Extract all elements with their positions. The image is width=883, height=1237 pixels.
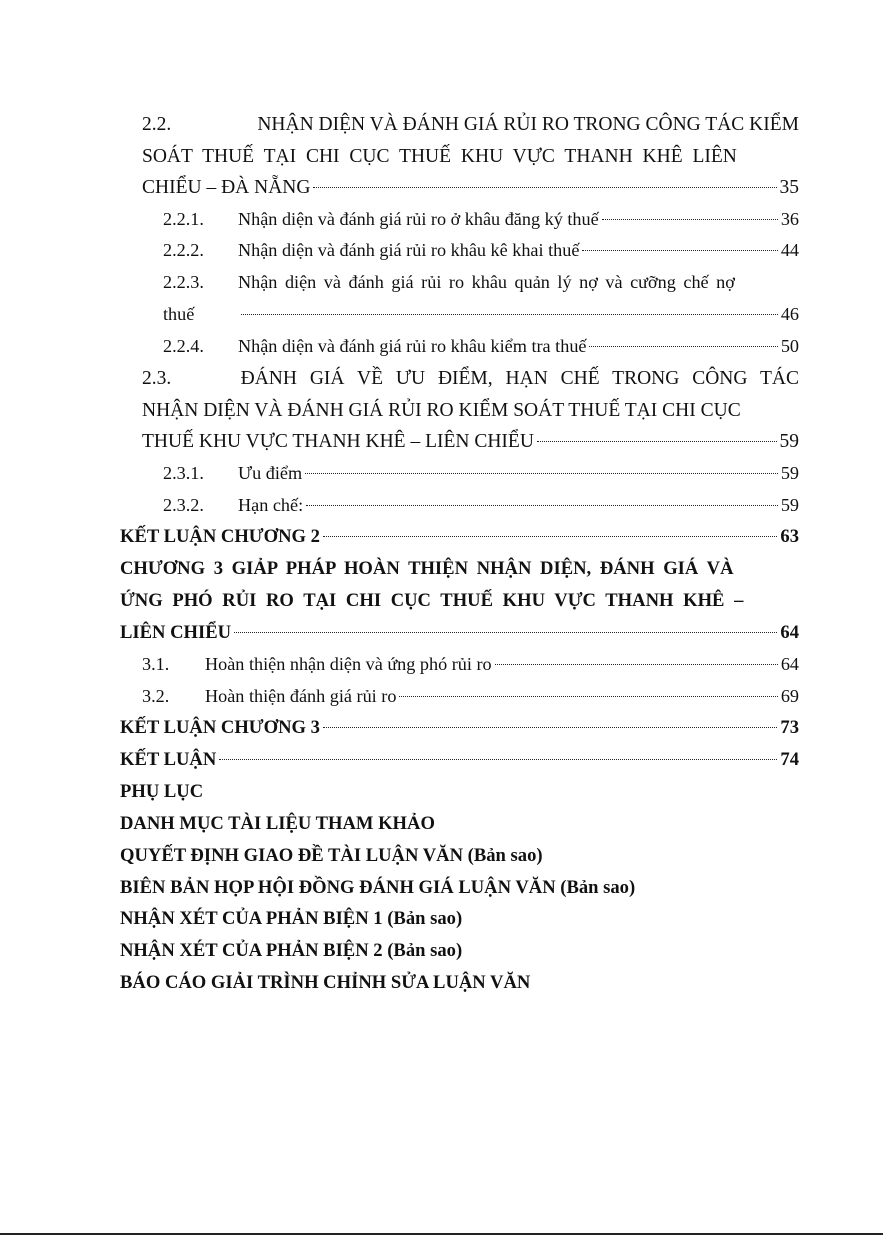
toc-entry-2-3-2[interactable] — [163, 490, 799, 522]
dot-leader — [219, 759, 777, 760]
toc-title: BÁO CÁO GIẢI TRÌNH CHỈNH SỬA LUẬN VĂN — [120, 972, 531, 993]
toc-entry-chapter-3-cont[interactable] — [120, 585, 799, 617]
toc-entry-chapter-3-end[interactable] — [120, 617, 799, 649]
toc-entry-2-3-end[interactable] — [142, 426, 799, 458]
toc-page-number: 64 — [780, 654, 799, 674]
toc-page-number: 74 — [780, 749, 799, 770]
dot-leader — [399, 696, 777, 697]
toc-page-number: 64 — [780, 622, 799, 643]
dot-leader — [602, 219, 778, 220]
toc-entry-2-2[interactable] — [142, 109, 799, 141]
toc-entry-2-3-cont[interactable] — [142, 395, 799, 427]
toc-title: Nhận diện và đánh giá rủi ro ở khâu đăng ký thuế — [238, 209, 599, 229]
toc-entry-council-minutes[interactable] — [120, 872, 799, 904]
toc-entry-conclusion[interactable] — [120, 744, 799, 776]
toc-page-number: 59 — [779, 431, 799, 452]
toc-page-number: 59 — [780, 495, 799, 515]
toc-entry-2-2-3-end[interactable] — [163, 299, 799, 331]
toc-entry-reviewer-1[interactable] — [120, 903, 799, 935]
toc-entry-2-2-3[interactable] — [163, 267, 799, 299]
toc-page-number: 44 — [780, 240, 799, 260]
toc-page-number: 69 — [780, 686, 799, 706]
toc-entry-conclusion-ch2[interactable] — [120, 521, 799, 553]
toc-number: 2.2.4. — [163, 336, 204, 356]
dot-leader — [305, 473, 778, 474]
toc-page-number: 73 — [780, 717, 799, 738]
toc-entry-2-2-2[interactable] — [163, 235, 799, 267]
toc-title-line: thuế — [163, 304, 195, 324]
toc-title: Hoàn thiện đánh giá rủi ro — [205, 686, 397, 706]
dot-leader — [234, 632, 777, 633]
toc-entry-thesis-decision[interactable] — [120, 840, 799, 872]
dot-leader — [495, 664, 778, 665]
toc-entry-references[interactable] — [120, 808, 799, 840]
toc-title-line: LIÊN CHIỂU — [120, 622, 232, 643]
dot-leader — [323, 727, 778, 728]
toc-number: 2.2.2. — [163, 240, 204, 260]
toc-page-number: 35 — [779, 177, 799, 198]
toc-title: QUYẾT ĐỊNH GIAO ĐỀ TÀI LUẬN VĂN (Bản sao) — [120, 845, 543, 866]
toc-entry-reviewer-2[interactable] — [120, 935, 799, 967]
toc-title: KẾT LUẬN CHƯƠNG 2 — [120, 526, 320, 547]
dot-leader — [323, 536, 778, 537]
dot-leader — [241, 314, 778, 315]
toc-title-line: NHẬN DIỆN VÀ ĐÁNH GIÁ RỦI RO KIỂM SOÁT THUẾ TẠI CHI CỤC — [142, 400, 741, 421]
toc-page-number: 63 — [780, 526, 799, 547]
toc-number: 2.2.3. — [163, 272, 204, 292]
toc-entry-2-2-end[interactable] — [142, 172, 799, 204]
toc-entry-2-2-4[interactable] — [163, 331, 799, 363]
toc-title: DANH MỤC TÀI LIỆU THAM KHẢO — [120, 813, 435, 834]
page-bottom-border — [0, 1233, 883, 1235]
toc-number: 2.2. — [142, 114, 172, 135]
toc-title-line: CHIỂU – ĐÀ NẴNG — [142, 177, 311, 198]
toc-title-line: THUẾ KHU VỰC THANH KHÊ – LIÊN CHIỂU — [142, 431, 534, 452]
toc-number: 2.3.2. — [163, 495, 204, 515]
toc-entry-3-2[interactable] — [142, 681, 799, 713]
toc-number: 3.2. — [142, 686, 170, 706]
dot-leader — [589, 346, 777, 347]
toc-page-number: 50 — [780, 336, 799, 356]
toc-title: Nhận diện và đánh giá rủi ro khâu kê khai thuế — [238, 240, 580, 260]
toc-title: NHẬN XÉT CỦA PHẢN BIỆN 2 (Bản sao) — [120, 940, 463, 961]
toc-page-number: 46 — [780, 304, 799, 324]
toc-title: KẾT LUẬN — [120, 749, 217, 770]
dot-leader — [537, 441, 777, 442]
dot-leader — [306, 505, 778, 506]
toc-entry-appendix[interactable] — [120, 776, 799, 808]
toc-page-number: 36 — [780, 209, 799, 229]
toc-entry-2-3[interactable] — [142, 363, 799, 395]
toc-title: Nhận diện và đánh giá rủi ro khâu kiểm tra thuế — [238, 336, 587, 356]
toc-title: Hoàn thiện nhận diện và ứng phó rủi ro — [205, 654, 492, 674]
toc-title-line: ỨNG PHÓ RỦI RO TẠI CHI CỤC THUẾ KHU VỰC THANH KHÊ – — [120, 590, 744, 611]
toc-title: KẾT LUẬN CHƯƠNG 3 — [120, 717, 320, 738]
toc-number: 3.1. — [142, 654, 170, 674]
toc-entry-2-3-1[interactable] — [163, 458, 799, 490]
toc-entry-2-2-cont[interactable] — [142, 141, 799, 173]
toc-entry-3-1[interactable] — [142, 649, 799, 681]
toc-page-number: 59 — [780, 463, 799, 483]
toc-number: 2.2.1. — [163, 209, 204, 229]
toc-title: Hạn chế: — [238, 495, 304, 515]
toc-title-line: NHẬN DIỆN VÀ ĐÁNH GIÁ RỦI RO TRONG CÔNG TÁC KIỂM — [257, 114, 799, 135]
toc-entry-chapter-3[interactable] — [120, 553, 799, 585]
toc-number: 2.3. — [142, 368, 172, 389]
toc-title: NHẬN XÉT CỦA PHẢN BIỆN 1 (Bản sao) — [120, 908, 463, 929]
toc-title: Ưu điểm — [238, 463, 303, 483]
toc-number: 2.3.1. — [163, 463, 204, 483]
toc-entry-revision-report[interactable] — [120, 967, 799, 999]
toc-title-line: SOÁT THUẾ TẠI CHI CỤC THUẾ KHU VỰC THANH KHÊ LIÊN — [142, 146, 737, 167]
toc-title-line: CHƯƠNG 3 GIẢP PHÁP HOÀN THIỆN NHẬN DIỆN, ĐÁNH GIÁ VÀ — [120, 558, 734, 579]
toc-entry-2-2-1[interactable] — [163, 204, 799, 236]
toc-title: BIÊN BẢN HỌP HỘI ĐỒNG ĐÁNH GIÁ LUẬN VĂN (Bản sao) — [120, 877, 636, 898]
dot-leader — [313, 187, 776, 188]
toc-title-line: Nhận diện và đánh giá rủi ro khâu quản lý nợ và cưỡng chế nợ — [238, 272, 735, 292]
toc-title-line: ĐÁNH GIÁ VỀ ƯU ĐIỂM, HẠN CHẾ TRONG CÔNG TÁC — [240, 368, 799, 389]
toc-title: PHỤ LỤC — [120, 781, 204, 802]
toc-entry-conclusion-ch3[interactable] — [120, 712, 799, 744]
dot-leader — [582, 250, 777, 251]
